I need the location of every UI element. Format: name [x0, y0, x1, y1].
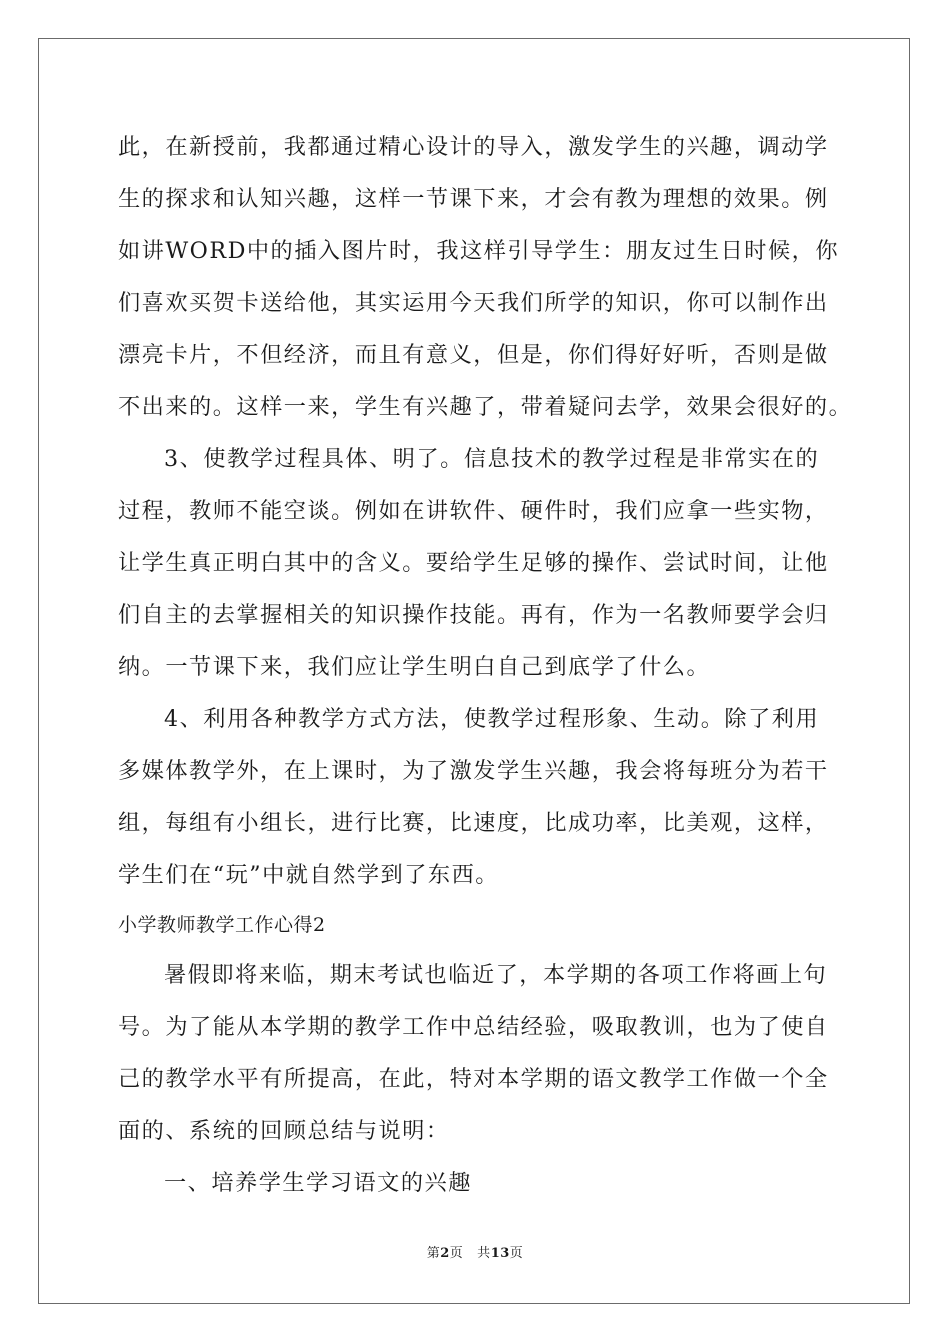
paragraph-line: 让学生真正明白其中的含义。要给学生足够的操作、尝试时间，让他	[118, 550, 829, 576]
paragraph-line: 此，在新授前，我都通过精心设计的导入，激发学生的兴趣，调动学	[118, 134, 829, 160]
subheading-line: 一、培养学生学习语文的兴趣	[164, 1170, 472, 1196]
paragraph-line: 们喜欢买贺卡送给他，其实运用今天我们所学的知识，你可以制作出	[118, 290, 829, 316]
paragraph-line: 不出来的。这样一来，学生有兴趣了，带着疑问去学，效果会很好的。	[118, 394, 853, 420]
paragraph-line: 多媒体教学外，在上课时，为了激发学生兴趣，我会将每班分为若干	[118, 758, 829, 784]
paragraph-line: 组，每组有小组长，进行比赛，比速度，比成功率，比美观，这样，	[118, 810, 829, 836]
paragraph-line: 们自主的去掌握相关的知识操作技能。再有，作为一名教师要学会归	[118, 602, 829, 628]
total-prefix: 共	[477, 1246, 491, 1261]
page-prefix: 第	[426, 1246, 441, 1261]
paragraph-line: 面的、系统的回顾总结与说明：	[118, 1118, 450, 1144]
paragraph-line: 过程，教师不能空谈。例如在讲软件、硬件时，我们应拿一些实物，	[118, 498, 829, 524]
page-footer	[0, 1244, 950, 1264]
paragraph-line: 己的教学水平有所提高，在此，特对本学期的语文教学工作做一个全	[118, 1066, 829, 1092]
page-number: 2	[440, 1246, 450, 1261]
paragraph-line: 漂亮卡片，不但经济，而且有意义，但是，你们得好好听，否则是做	[118, 342, 829, 368]
section-heading: 小学教师教学工作心得2	[118, 914, 326, 936]
paragraph-line: 生的探求和认知兴趣，这样一节课下来，才会有教为理想的效果。例	[118, 186, 829, 212]
total-suffix: 页	[509, 1246, 524, 1261]
paragraph-first-line: 暑假即将来临，期末考试也临近了，本学期的各项工作将画上句	[164, 962, 828, 988]
paragraph-first-line: 3、使教学过程具体、明了。信息技术的教学过程是非常实在的	[164, 446, 820, 472]
paragraph-line: 如讲WORD中的插入图片时，我这样引导学生：朋友过生日时候，你	[118, 238, 840, 264]
paragraph-first-line: 4、利用各种教学方式方法，使教学过程形象、生动。除了利用	[164, 706, 820, 732]
page-suffix: 页	[449, 1246, 464, 1261]
paragraph-line: 学生们在“玩”中就自然学到了东西。	[118, 862, 499, 888]
paragraph-line: 号。为了能从本学期的教学工作中总结经验，吸取教训，也为了使自	[118, 1014, 829, 1040]
paragraph-line: 纳。一节课下来，我们应让学生明白自己到底学了什么。	[118, 654, 711, 680]
total-pages: 13	[490, 1246, 510, 1261]
